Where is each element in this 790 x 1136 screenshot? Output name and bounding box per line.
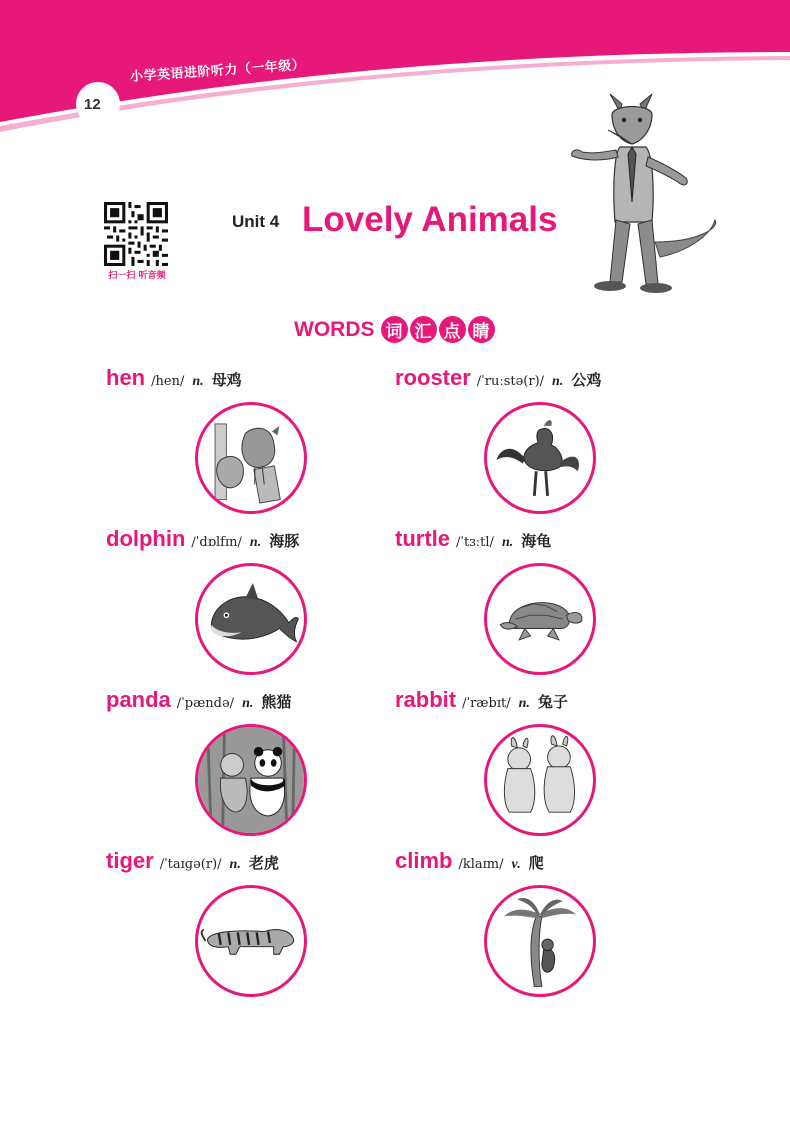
vocab-meaning: 海龟 — [521, 532, 552, 550]
panda-illustration — [195, 724, 307, 836]
vocab-meaning: 母鸡 — [211, 371, 242, 389]
words-heading-zh-char: 睛 — [468, 316, 495, 343]
qr-caption: 扫一扫 听音频 — [108, 271, 166, 281]
unit-title: Lovely Animals — [302, 200, 558, 239]
vocab-entry-panda — [106, 687, 291, 713]
qr-code-icon[interactable] — [104, 202, 168, 266]
vocab-part-of-speech: n. — [229, 857, 241, 872]
vocab-word: tiger — [106, 848, 154, 873]
vocab-part-of-speech: n. — [518, 696, 530, 711]
fox-character-illustration — [560, 92, 720, 302]
words-heading-en: WORDS — [294, 317, 375, 341]
vocab-phonetic: /ˈræbɪt/ — [462, 696, 511, 711]
vocab-part-of-speech: n. — [249, 535, 262, 550]
rooster-illustration — [484, 402, 596, 514]
vocab-meaning: 公鸡 — [571, 371, 602, 389]
words-section-heading — [294, 316, 495, 343]
words-heading-zh-char: 词 — [381, 316, 408, 343]
vocab-meaning: 熊猫 — [261, 693, 292, 711]
vocab-phonetic: /ˈruːstə(r)/ — [476, 374, 545, 389]
vocab-part-of-speech: n. — [192, 374, 204, 389]
vocab-part-of-speech: n. — [501, 535, 514, 550]
vocab-entry-rabbit — [395, 687, 568, 713]
vocab-entry-turtle — [395, 526, 551, 552]
vocab-meaning: 海豚 — [269, 532, 300, 550]
dolphin-illustration — [195, 563, 307, 675]
vocab-phonetic: /ˈdɒlfɪn/ — [191, 535, 242, 550]
vocab-entry-tiger — [106, 848, 279, 874]
vocab-entry-dolphin — [106, 526, 299, 552]
vocab-phonetic: /ˈtɜːtl/ — [456, 535, 494, 550]
turtle-illustration — [484, 563, 596, 675]
tiger-illustration — [195, 885, 307, 997]
climb-illustration — [484, 885, 596, 997]
unit-label: Unit 4 — [232, 212, 280, 231]
vocab-word: hen — [106, 365, 146, 390]
vocab-phonetic: /klaɪm/ — [458, 857, 504, 872]
vocab-word: rooster — [395, 365, 471, 390]
vocab-entry-rooster — [395, 365, 601, 391]
vocab-word: turtle — [395, 526, 450, 551]
vocab-word: climb — [395, 848, 453, 873]
vocab-phonetic: /hen/ — [151, 374, 185, 389]
vocab-meaning: 兔子 — [537, 693, 568, 711]
vocab-word: rabbit — [395, 687, 457, 712]
hen-illustration — [195, 402, 307, 514]
rabbit-illustration — [484, 724, 596, 836]
words-heading-zh-char: 汇 — [410, 316, 437, 343]
vocab-entry-climb — [395, 848, 544, 874]
vocab-part-of-speech: n. — [552, 374, 564, 389]
vocab-entry-hen — [106, 365, 242, 391]
vocab-part-of-speech: v. — [511, 857, 521, 872]
series-title: 小学英语进阶听力（一年级） — [129, 57, 306, 85]
words-heading-zh-char: 点 — [439, 316, 466, 343]
page-number: 12 — [84, 96, 101, 113]
vocab-phonetic: /ˈpændə/ — [176, 696, 235, 711]
vocab-word: panda — [106, 687, 171, 712]
vocab-word: dolphin — [106, 526, 186, 551]
vocab-phonetic: /ˈtaɪɡə(r)/ — [159, 857, 222, 872]
vocab-meaning: 爬 — [528, 854, 544, 872]
vocab-part-of-speech: n. — [242, 696, 254, 711]
vocab-meaning: 老虎 — [248, 854, 279, 872]
